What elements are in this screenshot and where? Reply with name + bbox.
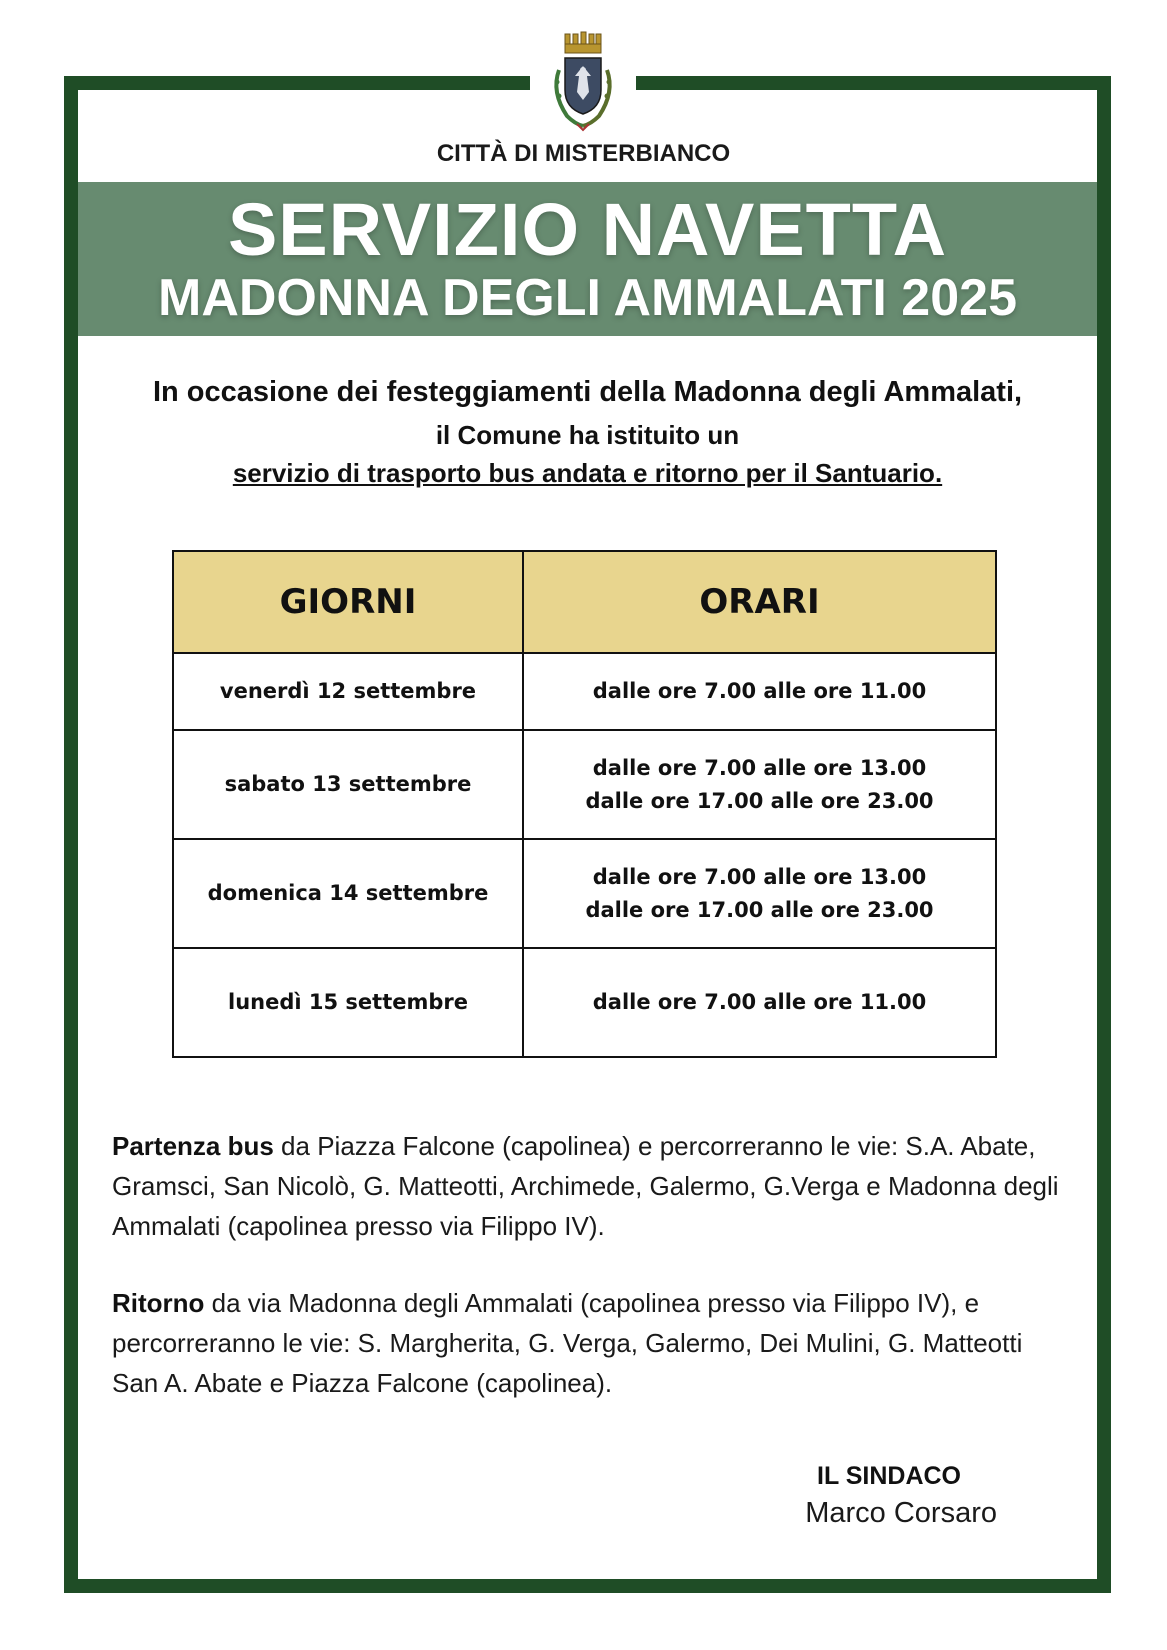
intro-line-3: servizio di trasporto bus andata e ritorno per il Santuario. [232, 458, 943, 488]
table-row [173, 730, 996, 839]
times-cell [523, 839, 996, 948]
header-days: GIORNI [173, 551, 523, 653]
time-range: dalle ore 7.00 alle ore 11.00 [592, 990, 927, 1014]
day-cell: venerdì 12 settembre [173, 653, 523, 730]
time-range: dalle ore 7.00 alle ore 13.00 [592, 755, 927, 780]
time-range: dalle ore 17.00 alle ore 23.00 [585, 788, 934, 813]
table-row [173, 948, 996, 1057]
time-range: dalle ore 17.00 alle ore 23.00 [585, 897, 934, 922]
intro-line-1: In occasione dei festeggiamenti della Madonna degli Ammalati, [152, 376, 1023, 408]
table-row [173, 839, 996, 948]
day-cell: sabato 13 settembre [173, 730, 523, 839]
title-banner [78, 182, 1097, 336]
intro-line-2: il Comune ha istituito un [435, 420, 740, 450]
times-cell [523, 653, 996, 730]
return-paragraph [112, 1283, 1062, 1403]
departure-paragraph [112, 1126, 1062, 1246]
page-subtitle: MADONNA DEGLI AMMALATI 2025 [158, 269, 1017, 327]
table-row [173, 653, 996, 730]
time-range: dalle ore 7.00 alle ore 13.00 [592, 864, 927, 889]
departure-label: Partenza bus [112, 1131, 274, 1161]
day-cell: domenica 14 settembre [173, 839, 523, 948]
page-title: SERVIZIO NAVETTA [227, 188, 948, 271]
header-times: ORARI [523, 551, 996, 653]
departure-text: da Piazza Falcone (capolinea) e percorreranno le vie: S.A. Abate, Gramsci, San Nicolò, G. Matteotti, Archimede, Galermo, G.Verga e Madonna degli Ammalati (capolinea presso via Filippo IV). [112, 1131, 1059, 1241]
times-cell [523, 730, 996, 839]
signature-role: IL SINDACO [817, 1462, 961, 1490]
signature-name: Marco Corsaro [805, 1497, 997, 1529]
city-name: CITTÀ DI MISTERBIANCO [436, 140, 731, 167]
return-label: Ritorno [112, 1288, 205, 1318]
return-text: da via Madonna degli Ammalati (capolinea presso via Filippo IV), e percorreranno le vie: S. Margherita, G. Verga, Galermo, Dei Mulini, G. Matteotti San A. Abate e Piazza Falcone (capolinea). [112, 1288, 1023, 1398]
signature-block [805, 1462, 997, 1530]
schedule-table [172, 550, 997, 1058]
municipal-crest-icon [545, 30, 621, 136]
times-cell [523, 948, 996, 1057]
day-cell: lunedì 15 settembre [173, 948, 523, 1057]
time-range: dalle ore 7.00 alle ore 11.00 [592, 679, 927, 703]
table-header-row [173, 551, 996, 653]
